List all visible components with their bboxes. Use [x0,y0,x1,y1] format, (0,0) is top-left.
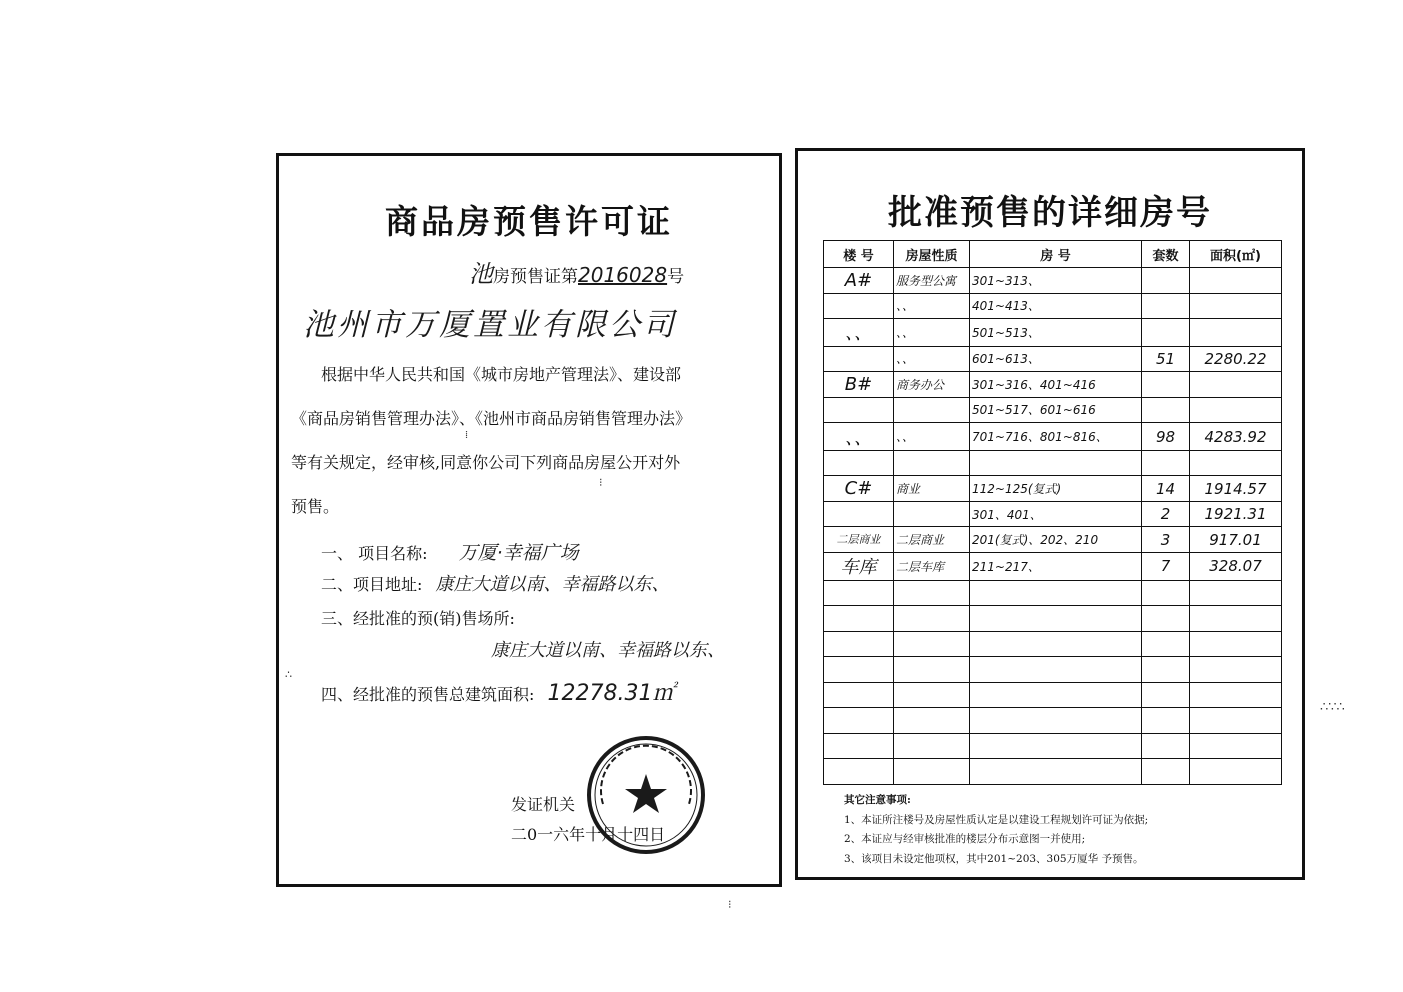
issuer-label: 发证机关 [511,795,576,814]
cell-rooms: 401~413、 [970,293,1142,319]
cell-type [894,708,970,734]
cell-type [894,397,970,423]
table-row [824,527,1282,553]
units-title: 批准预售的详细房号 [888,193,1212,233]
cell-area [1190,606,1282,632]
table-row [824,397,1282,423]
cell-count: 3 [1142,527,1190,553]
cell-building [824,682,894,708]
cell-building [824,580,894,606]
cell-area: 328.07 [1190,552,1282,580]
approved-units-table [823,240,1282,785]
scan-speck: ∴ [285,668,292,681]
cell-rooms [970,580,1142,606]
cell-building [824,631,894,657]
cell-building [824,606,894,632]
cell-type [894,450,970,476]
cell-building: 、、 [824,319,894,347]
cell-type: 服务型公寓 [894,268,970,294]
cell-building: 、、 [824,423,894,451]
scan-speck: ⁞ [465,428,469,441]
header-rooms: 房 号 [970,241,1142,268]
cell-area [1190,397,1282,423]
cell-rooms [970,708,1142,734]
cell-count: 51 [1142,346,1190,372]
table-row [824,682,1282,708]
cell-count [1142,580,1190,606]
project-name-label: 一、 项目名称: [321,544,428,563]
cell-rooms: 501~517、601~616 [970,397,1142,423]
project-name-value: 万厦·幸福广场 [458,542,579,564]
cell-rooms: 301、401、 [970,501,1142,527]
scan-speck: ∴∵∴ [1320,700,1345,715]
cell-building: C# [824,476,894,502]
approved-units-panel [795,148,1305,880]
cell-rooms: 301~316、401~416 [970,372,1142,398]
table-row [824,450,1282,476]
cell-type: 、、 [894,319,970,347]
body-line-1: 根据中华人民共和国《城市房地产管理法》、建设部 [321,365,682,384]
cell-type [894,580,970,606]
cell-area [1190,293,1282,319]
cell-count [1142,450,1190,476]
table-row [824,657,1282,683]
cell-rooms [970,450,1142,476]
cell-building: 车库 [824,552,894,580]
presale-permit-panel [276,153,782,887]
cell-area [1190,580,1282,606]
cell-building: 二层商业 [824,527,894,553]
cell-type [894,682,970,708]
header-type: 房屋性质 [894,241,970,268]
cell-type: 、、 [894,346,970,372]
body-line-3: 等有关规定，经审核,同意你公司下列商品房屋公开对外 [291,453,681,472]
cell-area: 1921.31 [1190,501,1282,527]
cell-count: 14 [1142,476,1190,502]
cell-count [1142,293,1190,319]
table-row [824,319,1282,347]
item-project-address [321,570,670,596]
table-row [824,733,1282,759]
cell-type: 二层车库 [894,552,970,580]
table-row [824,759,1282,785]
cell-area [1190,708,1282,734]
scan-speck: ⁝ [599,476,603,489]
total-area-value: 12278.31㎡ [547,681,675,706]
cell-building [824,397,894,423]
cell-building [824,708,894,734]
item-total-area [321,676,674,707]
cell-count [1142,657,1190,683]
cell-rooms: 301~313、 [970,268,1142,294]
cell-rooms [970,631,1142,657]
cell-type [894,501,970,527]
cell-area [1190,682,1282,708]
cell-count [1142,397,1190,423]
cell-building [824,293,894,319]
cell-count [1142,606,1190,632]
header-building: 楼 号 [824,241,894,268]
cell-area [1190,631,1282,657]
table-row [824,268,1282,294]
cell-type [894,657,970,683]
note-1: 1、本证所注楼号及房屋性质认定是以建设工程规划许可证为依据; [844,813,1149,826]
cell-building [824,759,894,785]
cell-count [1142,682,1190,708]
cell-area [1190,268,1282,294]
cell-area [1190,657,1282,683]
cell-rooms: 501~513、 [970,319,1142,347]
cell-building [824,657,894,683]
cell-area: 2280.22 [1190,346,1282,372]
cell-rooms [970,606,1142,632]
body-line-2: 《商品房销售管理办法》、《池州市商品房销售管理办法》 [291,409,692,428]
note-2: 2、本证应与经审核批准的楼层分布示意图一并使用; [844,833,1086,845]
project-address-label: 二、项目地址: [321,575,423,594]
cell-building [824,346,894,372]
cell-building: B# [824,372,894,398]
cell-type [894,759,970,785]
table-row [824,346,1282,372]
item-project-name [321,538,579,565]
table-row [824,708,1282,734]
table-row [824,501,1282,527]
cell-rooms [970,657,1142,683]
cell-rooms [970,733,1142,759]
cell-count [1142,319,1190,347]
cell-count [1142,268,1190,294]
notes-title: 其它注意事项: [844,794,911,806]
cell-count [1142,372,1190,398]
table-row [824,372,1282,398]
cert-number-handwritten: 2016028 [578,263,668,287]
cell-area [1190,372,1282,398]
total-area-label: 四、经批准的预售总建筑面积: [321,685,535,704]
cell-rooms: 112~125(复式) [970,476,1142,502]
cell-type: 、、 [894,423,970,451]
issue-date: 二0一六年十月十四日 [511,825,666,844]
cell-count [1142,631,1190,657]
cell-building [824,450,894,476]
cell-count [1142,759,1190,785]
cell-type: 、、 [894,293,970,319]
company-name-handwritten: 池州市万厦置业有限公司 [303,307,677,343]
header-count: 套数 [1142,241,1190,268]
cell-area [1190,319,1282,347]
table-row [824,293,1282,319]
cell-building [824,501,894,527]
table-header-row [824,241,1282,268]
scan-speck: ⁝ [728,898,732,911]
cell-type: 二层商业 [894,527,970,553]
cell-type [894,606,970,632]
permit-title: 商品房预售许可证 [385,202,673,241]
cell-type: 商业 [894,476,970,502]
table-row [824,552,1282,580]
sales-place-value: 康庄大道以南、幸福路以东、 [491,640,725,661]
cell-count: 2 [1142,501,1190,527]
header-area: 面积(㎡) [1190,241,1282,268]
table-row [824,580,1282,606]
cell-rooms: 211~217、 [970,552,1142,580]
cell-rooms: 201(复式)、202、210 [970,527,1142,553]
table-row [824,631,1282,657]
cell-building [824,733,894,759]
cell-count [1142,708,1190,734]
table-row [824,476,1282,502]
cell-type: 商务办公 [894,372,970,398]
cert-label: 房预售证第 [493,267,578,287]
notes-section [844,791,1148,869]
cert-prefix-handwritten: 池 [469,260,493,288]
cell-area: 4283.92 [1190,423,1282,451]
project-address-value: 康庄大道以南、幸福路以东、 [435,574,670,595]
cert-suffix: 号 [667,267,685,287]
table-row [824,423,1282,451]
cell-area: 1914.57 [1190,476,1282,502]
cell-type [894,733,970,759]
cell-area [1190,759,1282,785]
note-3: 3、该项目未设定他项权，其中201~203、305万厦华 予预售。 [844,852,1144,865]
item-sales-place-label: 三、经批准的预(销)售场所: [321,609,515,628]
cell-rooms: 601~613、 [970,346,1142,372]
official-seal-stamp [585,734,707,856]
body-line-4: 预售。 [291,497,340,516]
cell-rooms [970,759,1142,785]
cell-area [1190,450,1282,476]
cell-area: 917.01 [1190,527,1282,553]
cell-count: 98 [1142,423,1190,451]
cell-type [894,631,970,657]
cell-count: 7 [1142,552,1190,580]
cell-rooms [970,682,1142,708]
certificate-number-line [469,254,684,289]
table-row [824,606,1282,632]
cell-area [1190,733,1282,759]
cell-building: A# [824,268,894,294]
cell-count [1142,733,1190,759]
cell-rooms: 701~716、801~816、 [970,423,1142,451]
